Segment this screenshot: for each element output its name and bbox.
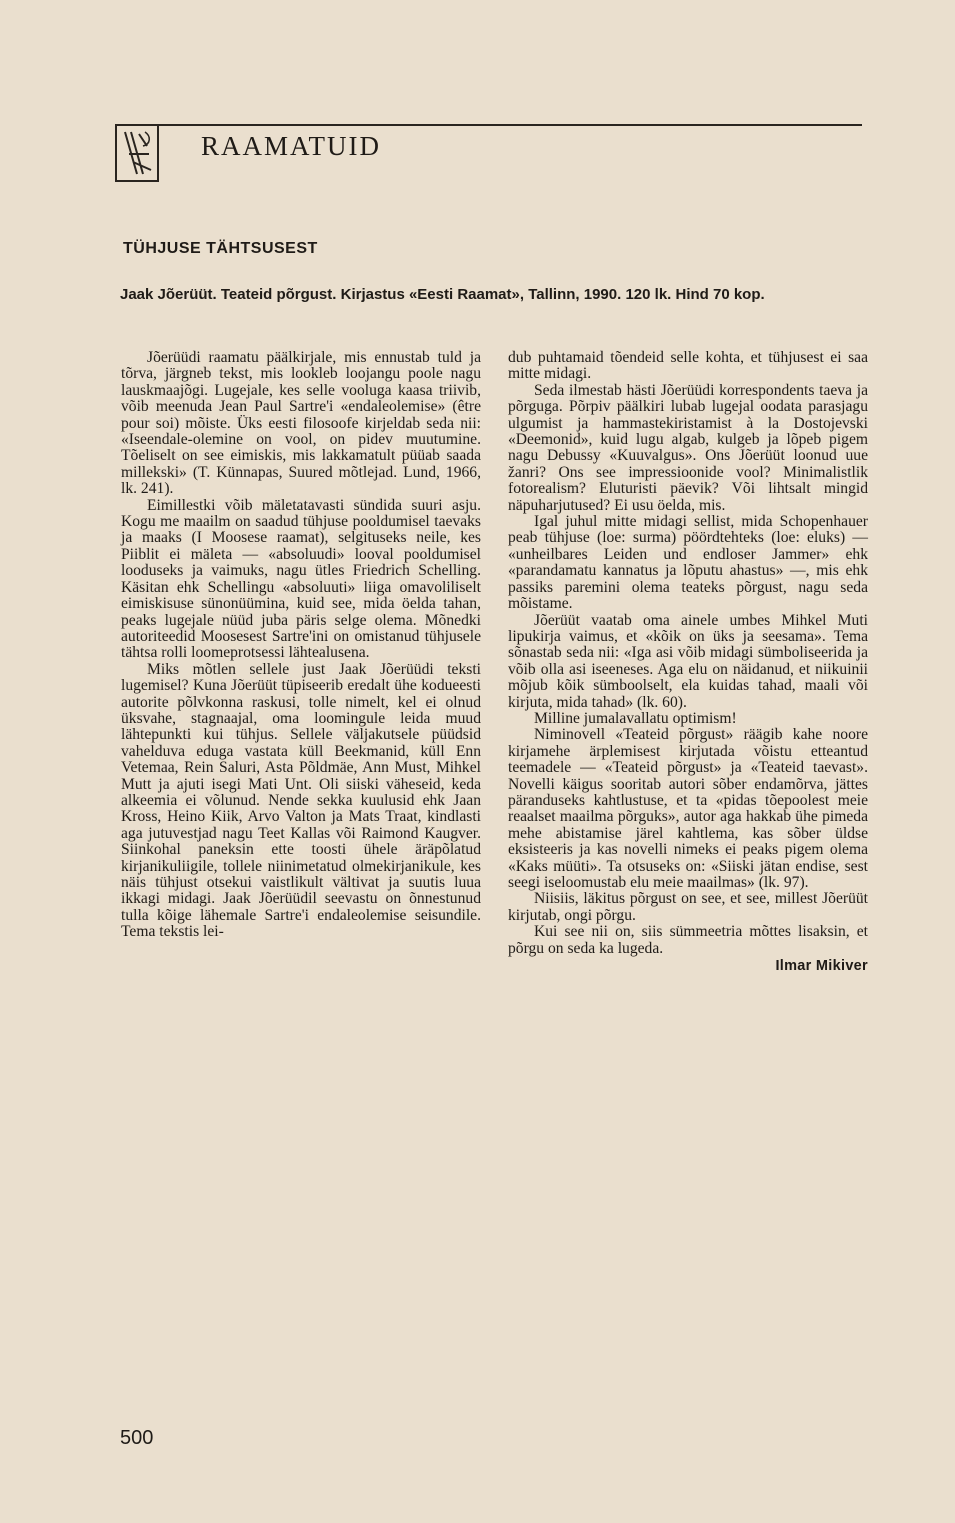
paragraph: Jõerüüt vaatab oma ainele umbes Mihkel Muti lipukirja vaimus, et «kõik on üks ja seesama». Tema sõnastab seda nii: «Iga asi võib midagi sümboliseerida ja võib olla asi iseeneses. Aga elu on näidanud, et niikuinii mõjub kõik sümboolselt, ela kuidas tahad, maali või kirjuta, mida tahad» (lk. 60). xyxy=(508,611,868,711)
paragraph: Miks mõtlen sellele just Jaak Jõerüüdi teksti lugemisel? Kuna Jõerüüt tüpiseerib eredalt ühe kodueesti autorite põlvkonna raskusi, tolle nimelt, kel ei olnud üksvahe, stagnaajal, oma loomingule leida muud lähtepunkti kui tühjus. Sellele väljakutsele püüdsid vahelduva eduga vastata küll Beekmanid, küll Enn Vetemaa, Rein Saluri, Asta Põldmäe, Ann Must, Mihkel Mutt ja ajuti isegi Mati Unt. Oli siiski väheseid, keda alkeemia ei võlunud. Nende sekka kuulusid ehk Jaan Kross, Heino Kiik, Arvo Valton ja Mats Traat, kindlasti aga jutuvestjad nagu Teet Kallas või Raimond Kaugver. Siinkohal paneksin ette toosti ühele äräpõlatud kirjanikuliigile, tollele niinimetatud olmekirjanikule, kes näis tühjust otsekui vaistlikult vältivat ja suutis luua ikkagi midagi. Jaak Jõerüüdil seevastu on õnnestunud tulla kõige lähemale Sartre'i endaleolemise seisundile. Tema tekstis lei- xyxy=(121,660,481,941)
paragraph: Niisiis, läkitus põrgust on see, et see, millest Jõerüüt kirjutab, ongi põrgu. xyxy=(508,890,868,924)
page-number: 500 xyxy=(120,1427,154,1449)
paragraph: Milline jumalavallatu optimism! xyxy=(534,709,737,727)
header-rule xyxy=(115,124,862,126)
author-signature: Ilmar Mikiver xyxy=(775,958,868,975)
section-title: RAAMATUID xyxy=(201,131,381,161)
emblem-drawing xyxy=(117,126,157,180)
bibliographic-info: Jaak Jõerüüt. Teateid põrgust. Kirjastus «Eesti Raamat», Tallinn, 1990. 120 lk. Hind 70 kop. xyxy=(120,286,765,303)
review-title: TÜHJUSE TÄHTSUSEST xyxy=(123,240,318,257)
paragraph: Seda ilmestab hästi Jõerüüdi korrespondents taeva ja põrguga. Põrpiv päälkiri lubab lugejal oodata parasjagu ulgumist ja hammastekiristamist à la Dostojevski «Deemonid», kuid lugu algab, kulgeb ja lõpeb pigem nagu Debussy «Kuuvalgus». Ons Jõerüüt loonud uue žanri? Ons see impressioonide vool? Minimalistlik fotorealism? Eluturisti päevik? Või lihtsalt mingid näpuharjutused? Ei usu öelda, mis. xyxy=(508,381,868,514)
paragraph: Niminovell «Teateid põrgust» räägib kahe noore kirjamehe ärplemisest kirjutada võistu etteantud teemadele — «Teateid põrgust» ja «Teateid taevast». Novelli käigus sooritab autori sõber endamõrva, jättes päranduseks kahtlustuse, et ta «pidas tõepoolest meie reaalset maailma põrguks», autor aga hakkab ühe pimeda mehe abistamise järel kahtlema, kas sõber üldse eksisteeris ja kas novelli nimeks ei peaks pigem olema «Kaks müüti». Ta otsuseks on: «Siiski jätan endise, sest seegi iseloomustab elu meie maailmas» (lk. 97). xyxy=(508,726,868,891)
paragraph: Igal juhul mitte midagi sellist, mida Schopenhauer peab tühjuse (loe: surma) pöördtehteks (loe: eluks) — «unheilbares Leiden und endloser Jammer» ehk «parandamatu kannatus ja lõputu ahastus» —, mis ehk passiks paremini olema teateks põrgust, nagu seda mõistame. xyxy=(508,513,868,613)
right-column xyxy=(508,350,868,974)
paragraph: Jõerüüdi raamatu päälkirjale, mis ennustab tuld ja tõrva, järgneb tekst, mis lookleb loojangu poole nagu lauskmaajõgi. Lugejale, kes selle vooluga kaasa triivib, võib meenuda Jean Paul Sartre'i «endaleolemise» (être pour soi) mõiste. Üks eesti filosoofe kirjeldab seda nii: «Iseendale-olemine on vool, on pidev muutumine. Tõeliselt on see eimiskis, mis lakkamatult püüab saada millekski» (T. Künnapas, Suured mõtlejad. Lund, 1966, lk. 241). xyxy=(121,349,481,498)
paragraph: Eimillestki võib mäletatavasti sündida suuri asju. Kogu me maailm on saadud tühjuse pooldumisel taevaks ja maaks (I Moosese raamat), selgituseks neile, kes Piiblit ei mäleta — «absoluudi» looval pooldumisel looduseks ja vaimuks, nagu ütles Friedrich Schelling. Käsitan ehk Schellingu «absoluuti» liiga omavoliliselt eimiskisuse sünonüümina, kuid see, mida öelda tahan, peaks lugejale nüüd juba päris selge olema. Mõnedki autoriteedid Moosesest Sartre'ini on omistanud tühjusele tähtsa rolli loomeprotsessi lähtealusena. xyxy=(121,496,481,662)
paragraph: Kui see nii on, siis sümmeetria mõttes lisaksin, et põrgu on seda ka lugeda. xyxy=(508,923,868,957)
paragraph: dub puhtamaid tõendeid selle kohta, et tühjusest ei saa mitte midagi. xyxy=(508,349,868,383)
left-column xyxy=(121,350,481,941)
book-emblem-icon xyxy=(115,124,159,182)
